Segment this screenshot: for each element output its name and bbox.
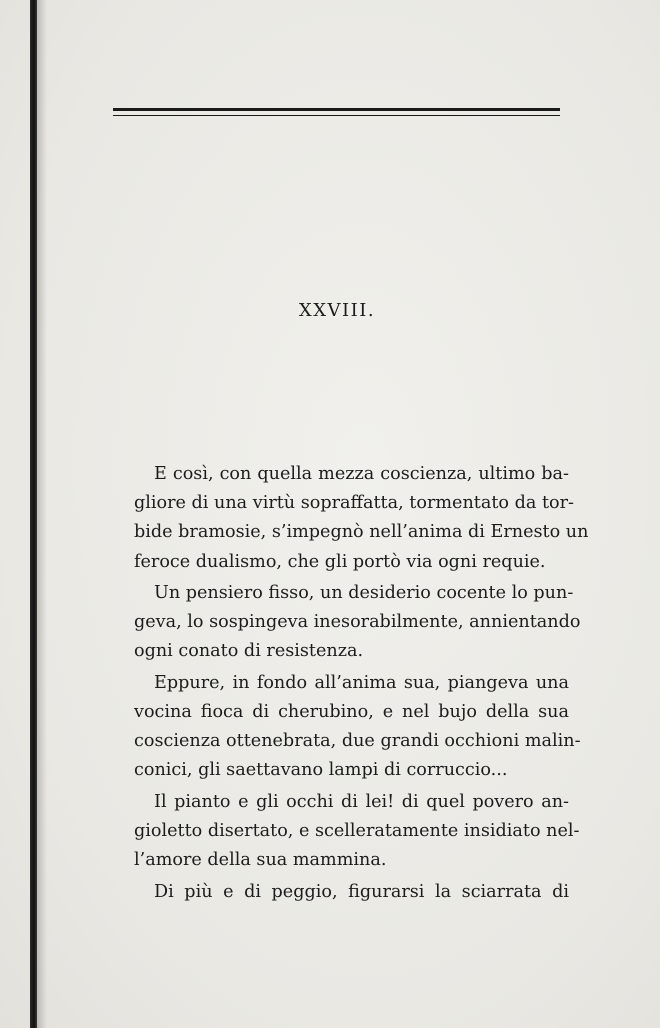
text-line: E così, con quella mezza coscienza, ultimo ba- xyxy=(154,464,569,484)
text-line: bide bramosie, s’impegnò nell’anima di Ernesto un xyxy=(134,522,589,543)
text-line: Un pensiero fisso, un desiderio cocente lo pun- xyxy=(154,583,574,603)
chapter-heading: XXVIII. xyxy=(298,300,376,321)
text-line: Di più e di peggio, figurarsi la sciarrata di xyxy=(154,881,569,902)
text-line: vocina fioca di cherubino, e nel bujo della sua xyxy=(134,702,569,722)
text-line: Eppure, in fondo all’anima sua, piangeva una xyxy=(154,672,569,693)
text-line: coscienza ottenebrata, due grandi occhioni malin- xyxy=(134,731,581,752)
text-line: geva, lo sospingeva inesorabilmente, annientando xyxy=(134,612,581,633)
paragraph-2 xyxy=(114,579,581,667)
text-line: l’amore della sua mammina. xyxy=(134,850,387,871)
book-spine-edge xyxy=(30,0,37,1028)
paragraph-1 xyxy=(114,460,589,577)
body-text xyxy=(114,460,589,909)
paragraph-5 xyxy=(114,878,569,907)
text-line: feroce dualismo, che gli portò via ogni requie. xyxy=(134,551,546,572)
paragraph-3 xyxy=(114,669,581,786)
text-line: conici, gli saettavano lampi di corruccio... xyxy=(134,760,508,781)
header-rule-thin xyxy=(113,115,560,116)
text-line: ogni conato di resistenza. xyxy=(134,641,364,662)
header-rule-thick xyxy=(113,108,560,111)
text-line: gliore di una virtù sopraffatta, tormentato da tor- xyxy=(134,493,574,514)
paragraph-4 xyxy=(114,788,580,876)
text-line: gioletto disertato, e scelleratamente insidiato nel- xyxy=(134,821,580,841)
text-line: Il pianto e gli occhi di lei! di quel povero an- xyxy=(154,791,569,812)
spine-shadow xyxy=(37,0,47,1028)
